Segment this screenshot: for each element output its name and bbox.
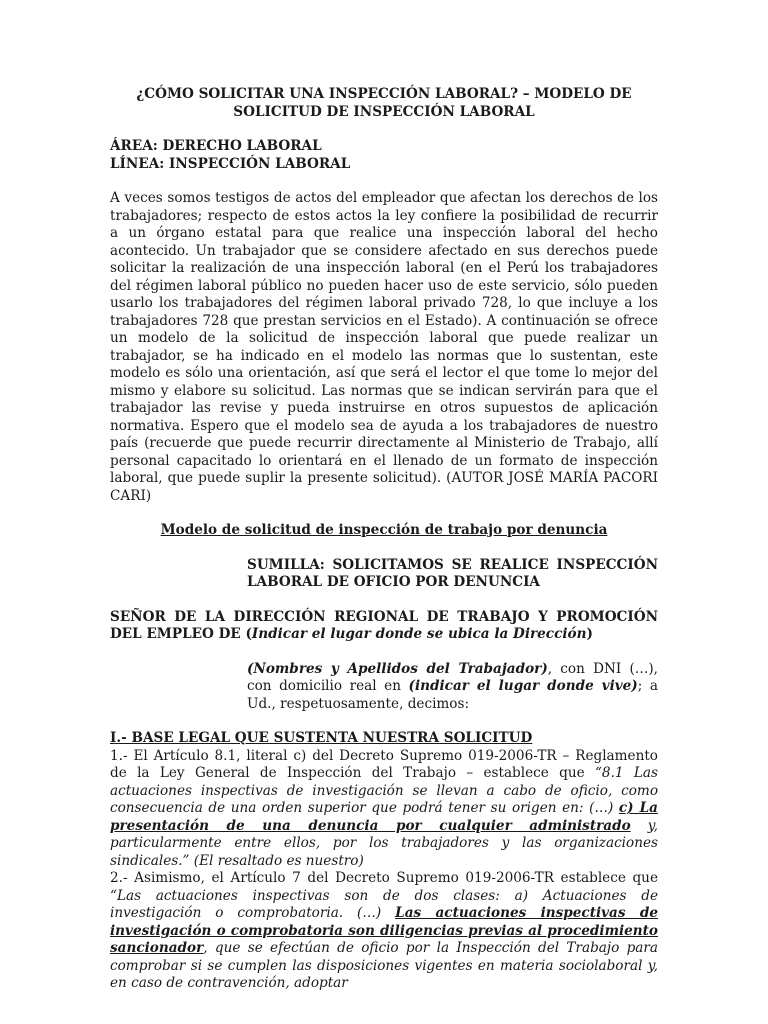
item1-quote: “8.1 Las actuaciones inspectivas de investigación se llevan a cabo de oficio, como consecuencia de una orden superior que podrá tener su origen en: (…) <box>110 765 658 816</box>
intro-paragraph: A veces somos testigos de actos del empleador que afectan los derechos de los trabajadores; respecto de estos actos la ley confiere la posibilidad de recurrir a un órgano estatal para que realice una inspección laboral del hecho acontecido. Un trabajador que se considere afectado en sus derechos puede solicitar la realización de una inspección laboral (en el Perú los trabajadores del régimen laboral público no pueden hacer uso de este servicio, sólo pueden usarlo los trabajadores del régimen laboral privado 728, lo que incluye a los trabajadores 728 que prestan servicios en el Estado). A continuación se ofrece un modelo de la solicitud de inspección laboral que puede realizar un trabajador, se ha indicado en el modelo las normas que lo sustentan, este modelo es sólo una orientación, así que será el lector el que tome lo mejor del mismo y elabore su solicitud. Las normas que se indican servirán para que el trabajador las revise y pueda instruirse en otros supuestos de aplicación normativa. Espero que el modelo sea de ayuda a los trabajadores de nuestro país (recuerde que puede recurrir directamente al Ministerio de Trabajo, allí personal capacitado lo orientará en el llenado de un formato de inspección laboral, que puede suplir la presente solicitud). (AUTOR JOSÉ MARÍA PACORI CARI) <box>110 190 658 504</box>
sumilla: SUMILLA: SOLICITAMOS SE REALICE INSPECCIÓN LABORAL DE OFICIO POR DENUNCIA <box>247 556 658 590</box>
item2-intro: 2.- Asimismo, el Artículo 7 del Decreto Supremo 019-2006-TR establece que <box>110 870 658 886</box>
section-heading: I.- BASE LEGAL QUE SUSTENTA NUESTRA SOLICITUD <box>110 730 533 746</box>
area-label: ÁREA: DERECHO LABORAL <box>110 138 322 154</box>
addressee-placeholder: Indicar el lugar donde se ubica la Dirección <box>251 626 587 642</box>
worker-dni-text: , con DNI (…), con domicilio real en <box>247 660 658 694</box>
worker-identification <box>247 661 658 714</box>
item1-intro: 1.- El Artículo 8.1, literal c) del Decreto Supremo 019-2006-TR – Reglamento de la Ley General de Inspección del Trabajo – establece que <box>110 747 658 781</box>
worker-closing-text: ; a Ud., respetuosamente, decimos: <box>247 678 658 712</box>
legal-item-1 <box>110 748 658 871</box>
model-title: Modelo de solicitud de inspección de trabajo por denuncia <box>160 522 608 538</box>
legal-item-2 <box>110 870 658 993</box>
worker-address-placeholder: (indicar el lugar donde vive) <box>408 678 638 694</box>
document-title: ¿CÓMO SOLICITAR UNA INSPECCIÓN LABORAL? – MODELO DE SOLICITUD DE INSPECCIÓN LABORAL <box>136 86 632 120</box>
document-meta <box>110 138 658 173</box>
item1-highlight: c) La presentación de una denuncia por cualquier administrado <box>110 800 658 834</box>
item1-quote-end: y, particularmente entre ellos, por los trabajadores y las organizaciones sindicales.” (El resaltado es nuestro) <box>110 817 659 869</box>
worker-name-placeholder: (Nombres y Apellidos del Trabajador) <box>247 660 548 677</box>
item2-highlight: Las actuaciones inspectivas de investigación o comprobatoria son diligencias previas al procedimiento sancionador <box>110 905 658 956</box>
addressee-prefix: SEÑOR DE LA DIRECCIÓN REGIONAL DE TRABAJO Y PROMOCIÓN DEL EMPLEO DE ( <box>110 608 658 642</box>
addressee-suffix: ) <box>586 626 593 642</box>
item2-quote: “Las actuaciones inspectivas son de dos clases: a) Actuaciones de investigación o comprobatoria. (…) <box>110 887 658 921</box>
item2-quote-end: , que se efectúan de oficio por la Inspección del Trabajo para comprobar si se cumplen las disposiciones vigentes en materia sociolaboral y, en caso de contravención, adoptar <box>110 940 658 991</box>
addressee <box>110 609 658 644</box>
linea-label: LÍNEA: INSPECCIÓN LABORAL <box>110 155 351 172</box>
